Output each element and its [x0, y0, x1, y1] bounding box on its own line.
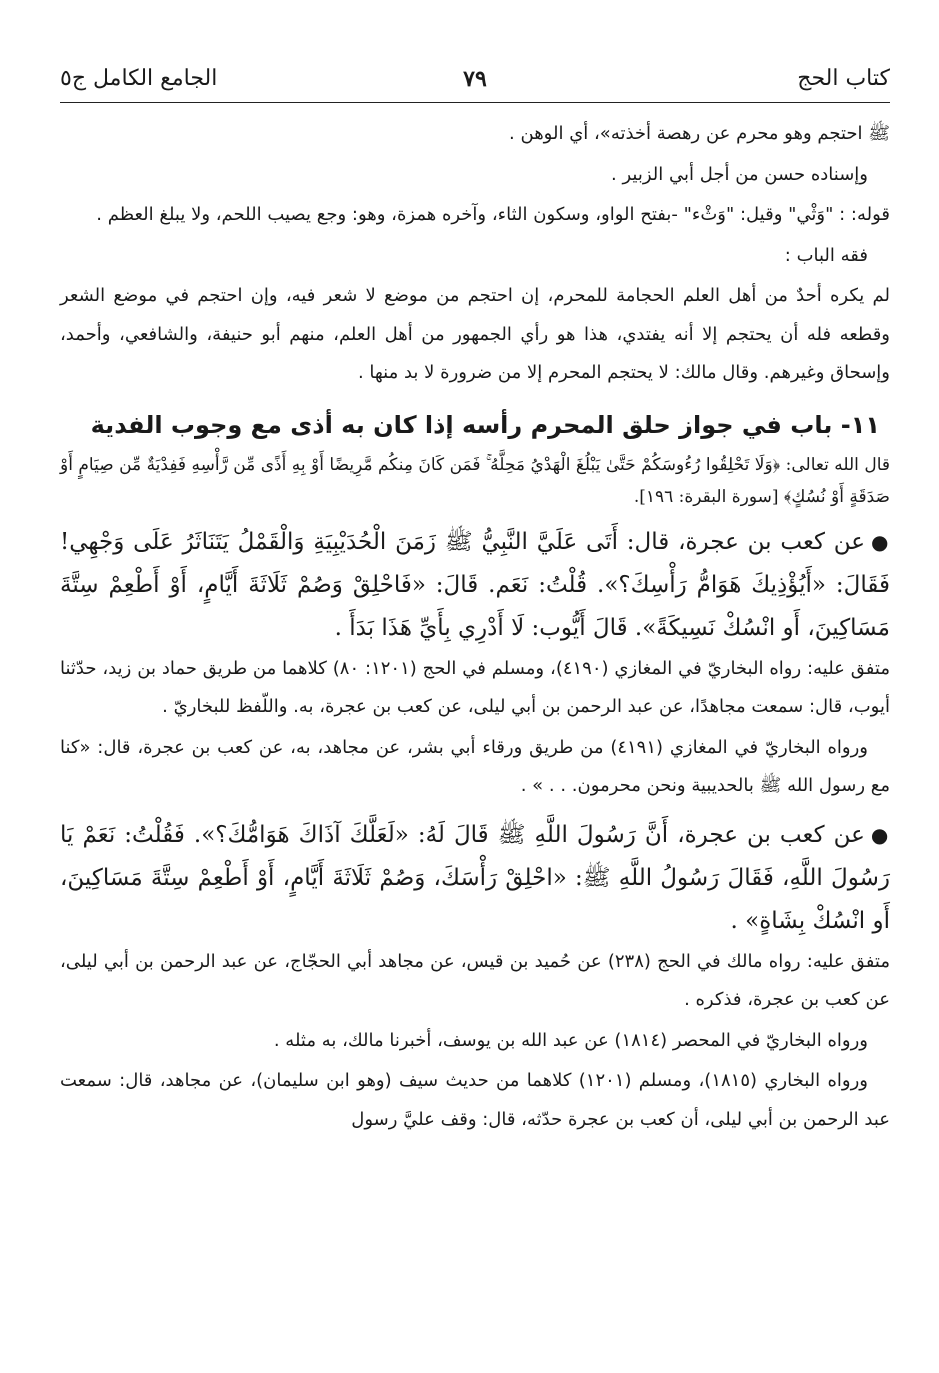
paragraph-hadith-tail: ﷺ احتجم وهو محرم عن رهصة أخذته»، أي الوهن . — [509, 123, 890, 144]
header-volume-title: الجامع الكامل ج٥ — [60, 66, 218, 91]
page-number: ٧٩ — [463, 66, 487, 92]
hadith-1-text: عن كعب بن عجرة، قال: أَتَى عَلَيَّ النَّبِيُّ ﷺ زَمَنَ الْحُدَيْبِيَةِ وَالْقَمْلُ يَتَنَاثَرُ عَلَى وَجْهِي! فَقَالَ: «أَيُؤْذِيكَ هَوَامُّ رَأْسِكَ؟». قُلْتُ: نَعَم. قَالَ: «فَاحْلِقْ وَصُمْ ثَلَاثَةَ أَيَّامٍ، أَوْ أَطْعِمْ سِتَّةَ مَسَاكِينَ، أَو انْسُكْ نَسِيكَةً». قَالَ أَيُّوب: لَا أَدْرِي بِأَيِّ هَذَا بَدَأَ . — [60, 528, 890, 641]
takhrij-note-1: متفق عليه: رواه البخاريّ في المغازي (٤١٩٠)، ومسلم في الحج (١٢٠١: ٨٠) كلاهما من طريق حماد بن زيد، حدّثنا أيوب، قال: سمعت مجاهدًا، عن عبد الرحمن بن أبي ليلى، عن كعب بن عجرة، به. واللّفظ للبخاريّ . — [60, 657, 890, 717]
fiqh-heading: فقه الباب : — [784, 244, 868, 266]
header-book-title: كتاب الحج — [797, 66, 890, 91]
paragraph-word-definition: قوله: : "وَثْي" وقيل: "وَثْء" -بفتح الواو، وسكون الثاء، وآخره همزة، وهو: وجع يصيب اللحم، ولا يبلغ العظم . — [96, 204, 890, 225]
hadith-2-text: عن كعب بن عجرة، أَنَّ رَسُولَ اللَّهِ ﷺ قَالَ لَهُ: «لَعَلَّكَ آذَاكَ هَوَامُّكَ؟». فَقُلْتُ: نَعَمْ يَا رَسُولَ اللَّهِ، فَقَالَ رَسُولُ اللَّهِ ﷺ: «احْلِقْ رَأْسَكَ، وَصُمْ ثَلَاثَةَ أَيَّامٍ، أَوْ أَطْعِمْ سِتَّةَ مَسَاكِينَ، أَو انْسُكْ بِشَاةٍ» . — [60, 821, 890, 934]
quran-verse: قال الله تعالى: ﴿وَلَا تَحْلِقُوا رُءُوسَكُمْ حَتَّىٰ يَبْلُغَ الْهَدْيُ مَحِلَّهُ ۚ فَمَن كَانَ مِنكُم مَّرِيضًا أَوْ بِهِ أَذًى مِّن رَّأْسِهِ فَفِدْيَةٌ مِّن صِيَامٍ أَوْ صَدَقَةٍ أَوْ نُسُكٍ﴾ [سورة البقرة: ١٩٦]. — [60, 454, 890, 507]
hadith-1 — [60, 521, 890, 650]
takhrij-note-5: ورواه البخاري (١٨١٥)، ومسلم (١٢٠١) كلاهما من حديث سيف (وهو ابن سليمان)، عن مجاهد، قال: سمعت عبد الرحمن بن أبي ليلى، أن كعب بن عجرة حدّثه، قال: وقف عليَّ رسول — [60, 1070, 890, 1130]
chapter-title: ١١- باب في جواز حلق المحرم رأسه إذا كان به أذى مع وجوب الفدية — [90, 410, 880, 439]
page — [60, 58, 890, 1141]
hadith-2 — [60, 814, 890, 943]
takhrij-note-3: متفق عليه: رواه مالك في الحج (٢٣٨) عن حُميد بن قيس، عن مجاهد أبي الحجّاج، عن عبد الرحمن بن أبي ليلى، عن كعب بن عجرة، فذكره . — [60, 950, 890, 1010]
page-body — [60, 103, 890, 1139]
takhrij-note-4: ورواه البخاريّ في المحصر (١٨١٤) عن عبد الله بن يوسف، أخبرنا مالك، به مثله . — [273, 1029, 868, 1051]
page-header — [60, 58, 890, 103]
bullet-icon: ● — [870, 822, 891, 847]
paragraph-isnad: وإسناده حسن من أجل أبي الزبير . — [611, 163, 868, 185]
bullet-icon: ● — [871, 529, 891, 554]
takhrij-note-2: ورواه البخاريّ في المغازي (٤١٩١) من طريق ورقاء أبي بشر، عن مجاهد، به، عن كعب بن عجرة، قال: «كنا مع رسول الله ﷺ بالحديبية ونحن محرمون. . . » . — [60, 736, 890, 796]
paragraph-fiqh: لم يكره أحدٌ من أهل العلم الحجامة للمحرم، إن احتجم من موضع لا شعر فيه، وإن احتجم في موضع الشعر وقطعه فله أن يحتجم إلا أنه يفتدي، هذا هو رأي الجمهور من أهل العلم، منهم أبو حنيفة، والشافعي، وأحمد، وإسحاق وغيرهم. وقال مالك: لا يحتجم المحرم إلا من ضرورة لا بد منها . — [60, 285, 890, 383]
